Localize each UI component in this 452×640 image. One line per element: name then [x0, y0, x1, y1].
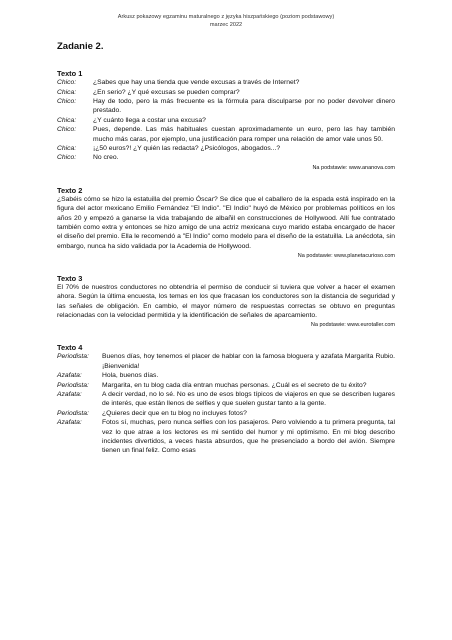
- speaker: Chica:: [57, 145, 77, 153]
- text-1-dialogue: [57, 78, 395, 163]
- dialogue-line: [57, 381, 395, 390]
- header-line-2: marzec 2022: [209, 21, 243, 28]
- dialogue-line: [57, 78, 395, 87]
- speaker: Chico:: [57, 79, 77, 87]
- speaker: Periodista:: [57, 353, 89, 361]
- dialogue-line: [57, 144, 395, 153]
- text-2-body: ¿Sabéis cómo se hizo la estatuilla del premio Óscar? Se dice que el caballero de la espada está inspirado en la figura del actor mexicano Emilio Fernández "El Indio". "El Indio" huyó de México por problemas políticos en los años 20 y empezó a ganarse la vida trabajando de albañil en construcciones de Hollywood. Allí fue contratado también como extra y entonces se hizo amigo de una actriz mexicana cuyo marido estaba encargado de hacer el diseño del premio. Ella le recomendó a "El Indio" como modelo para el diseño de la estatuilla. La anécdota, sin embargo, nunca ha sido validada por la Academia de Hollywood.: [57, 195, 395, 250]
- text-2-title: Texto 2: [57, 185, 83, 195]
- speaker: Azafata:: [57, 372, 82, 380]
- text-1-source: Na podstawie: www.ananova.com: [312, 164, 395, 171]
- dialogue-line: [57, 97, 395, 116]
- dialogue-line: [57, 88, 395, 97]
- dialogue-line: [57, 409, 395, 418]
- document-header: [57, 14, 395, 29]
- speaker: Azafata:: [57, 419, 82, 427]
- utterance: ¿Quieres decir que en tu blog no incluyes fotos?: [102, 409, 247, 417]
- task-title: Zadanie 2.: [57, 41, 104, 53]
- speaker: Periodista:: [57, 381, 89, 389]
- text-3-body: El 70% de nuestros conductores no obtendría el permiso de conducir si tuviera que volver a hacer el examen ahora. Según la última encuesta, los temas en los que fracasan los conductores son la distancia de seguridad y las señales de obligación. En cambio, el mayor número de respuestas correctas se obtuvo en preguntas relacionadas con la velocidad permitida y la identificación de señales de aparcamiento.: [57, 283, 395, 319]
- dialogue-line: [57, 352, 395, 371]
- speaker: Azafata:: [57, 390, 82, 398]
- utterance: Pues, depende. Las más habituales cuestan aproximadamente un euro, pero las hay también mucho más caras, por ejemplo, una justificación para romper una relación de amor vale unos 50.: [93, 126, 395, 143]
- dialogue-line: [57, 153, 395, 162]
- text-1-title: Texto 1: [57, 69, 83, 79]
- dialogue-line: [57, 116, 395, 125]
- text-3-source: Na podstawie: www.eurotaller.com: [310, 322, 395, 329]
- utterance: ¿En serio? ¿Y qué excusas se pueden comprar?: [93, 88, 240, 96]
- utterance: Margarita, en tu blog cada día entran muchas personas. ¿Cuál es el secreto de tu éxito?: [102, 381, 367, 389]
- dialogue-line: [57, 371, 395, 380]
- utterance: Fotos sí, muchas, pero nunca selfies con los pasajeros. Pero volviendo a tu primera pregunta, tal vez lo que atrae a los lectores es mi sentido del humor y mi optimismo. En mi blog describo incidentes divertidos, a veces hasta absurdos, que he presenciado a bordo del avión. Siempre tienen un final feliz. Como esas: [102, 419, 395, 455]
- speaker: Periodista:: [57, 409, 89, 417]
- header-line-1: Arkusz pokazowy egzaminu maturalnego z języka hiszpańskiego (poziom podstawowy): [117, 14, 335, 20]
- text-4-dialogue: [57, 352, 395, 455]
- speaker: Chica:: [57, 116, 77, 124]
- utterance: Hay de todo, pero la más frecuente es la fórmula para disculparse por no poder devolver dinero prestado.: [93, 98, 395, 115]
- utterance: Hola, buenos días.: [102, 372, 159, 380]
- utterance: ¡¿50 euros?! ¿Y quién las redacta? ¿Psicólogos, abogados...?: [93, 145, 281, 153]
- utterance: No creo.: [93, 154, 119, 162]
- utterance: A decir verdad, no lo sé. No es uno de esos blogs típicos de viajeros en que se describen lugares de interés, que están llenos de selfies y que suelen gustar tanto a la gente.: [102, 390, 395, 408]
- text-4-title: Texto 4: [57, 343, 83, 353]
- dialogue-line: [57, 390, 395, 409]
- dialogue-line: [57, 125, 395, 144]
- text-3-title: Texto 3: [57, 273, 83, 283]
- speaker: Chico:: [57, 126, 77, 134]
- dialogue-line: [57, 418, 395, 456]
- utterance: Buenos días, hoy tenemos el placer de hablar con la famosa bloguera y azafata Margarita Rubio. ¡Bienvenida!: [102, 353, 395, 370]
- speaker: Chico:: [57, 154, 77, 162]
- utterance: ¿Sabes que hay una tienda que vende excusas a través de Internet?: [93, 79, 300, 87]
- utterance: ¿Y cuánto llega a costar una excusa?: [93, 116, 206, 124]
- text-2-source: Na podstawie: www.planetacurioso.com: [297, 252, 395, 259]
- speaker: Chico:: [57, 98, 77, 105]
- speaker: Chica:: [57, 88, 77, 96]
